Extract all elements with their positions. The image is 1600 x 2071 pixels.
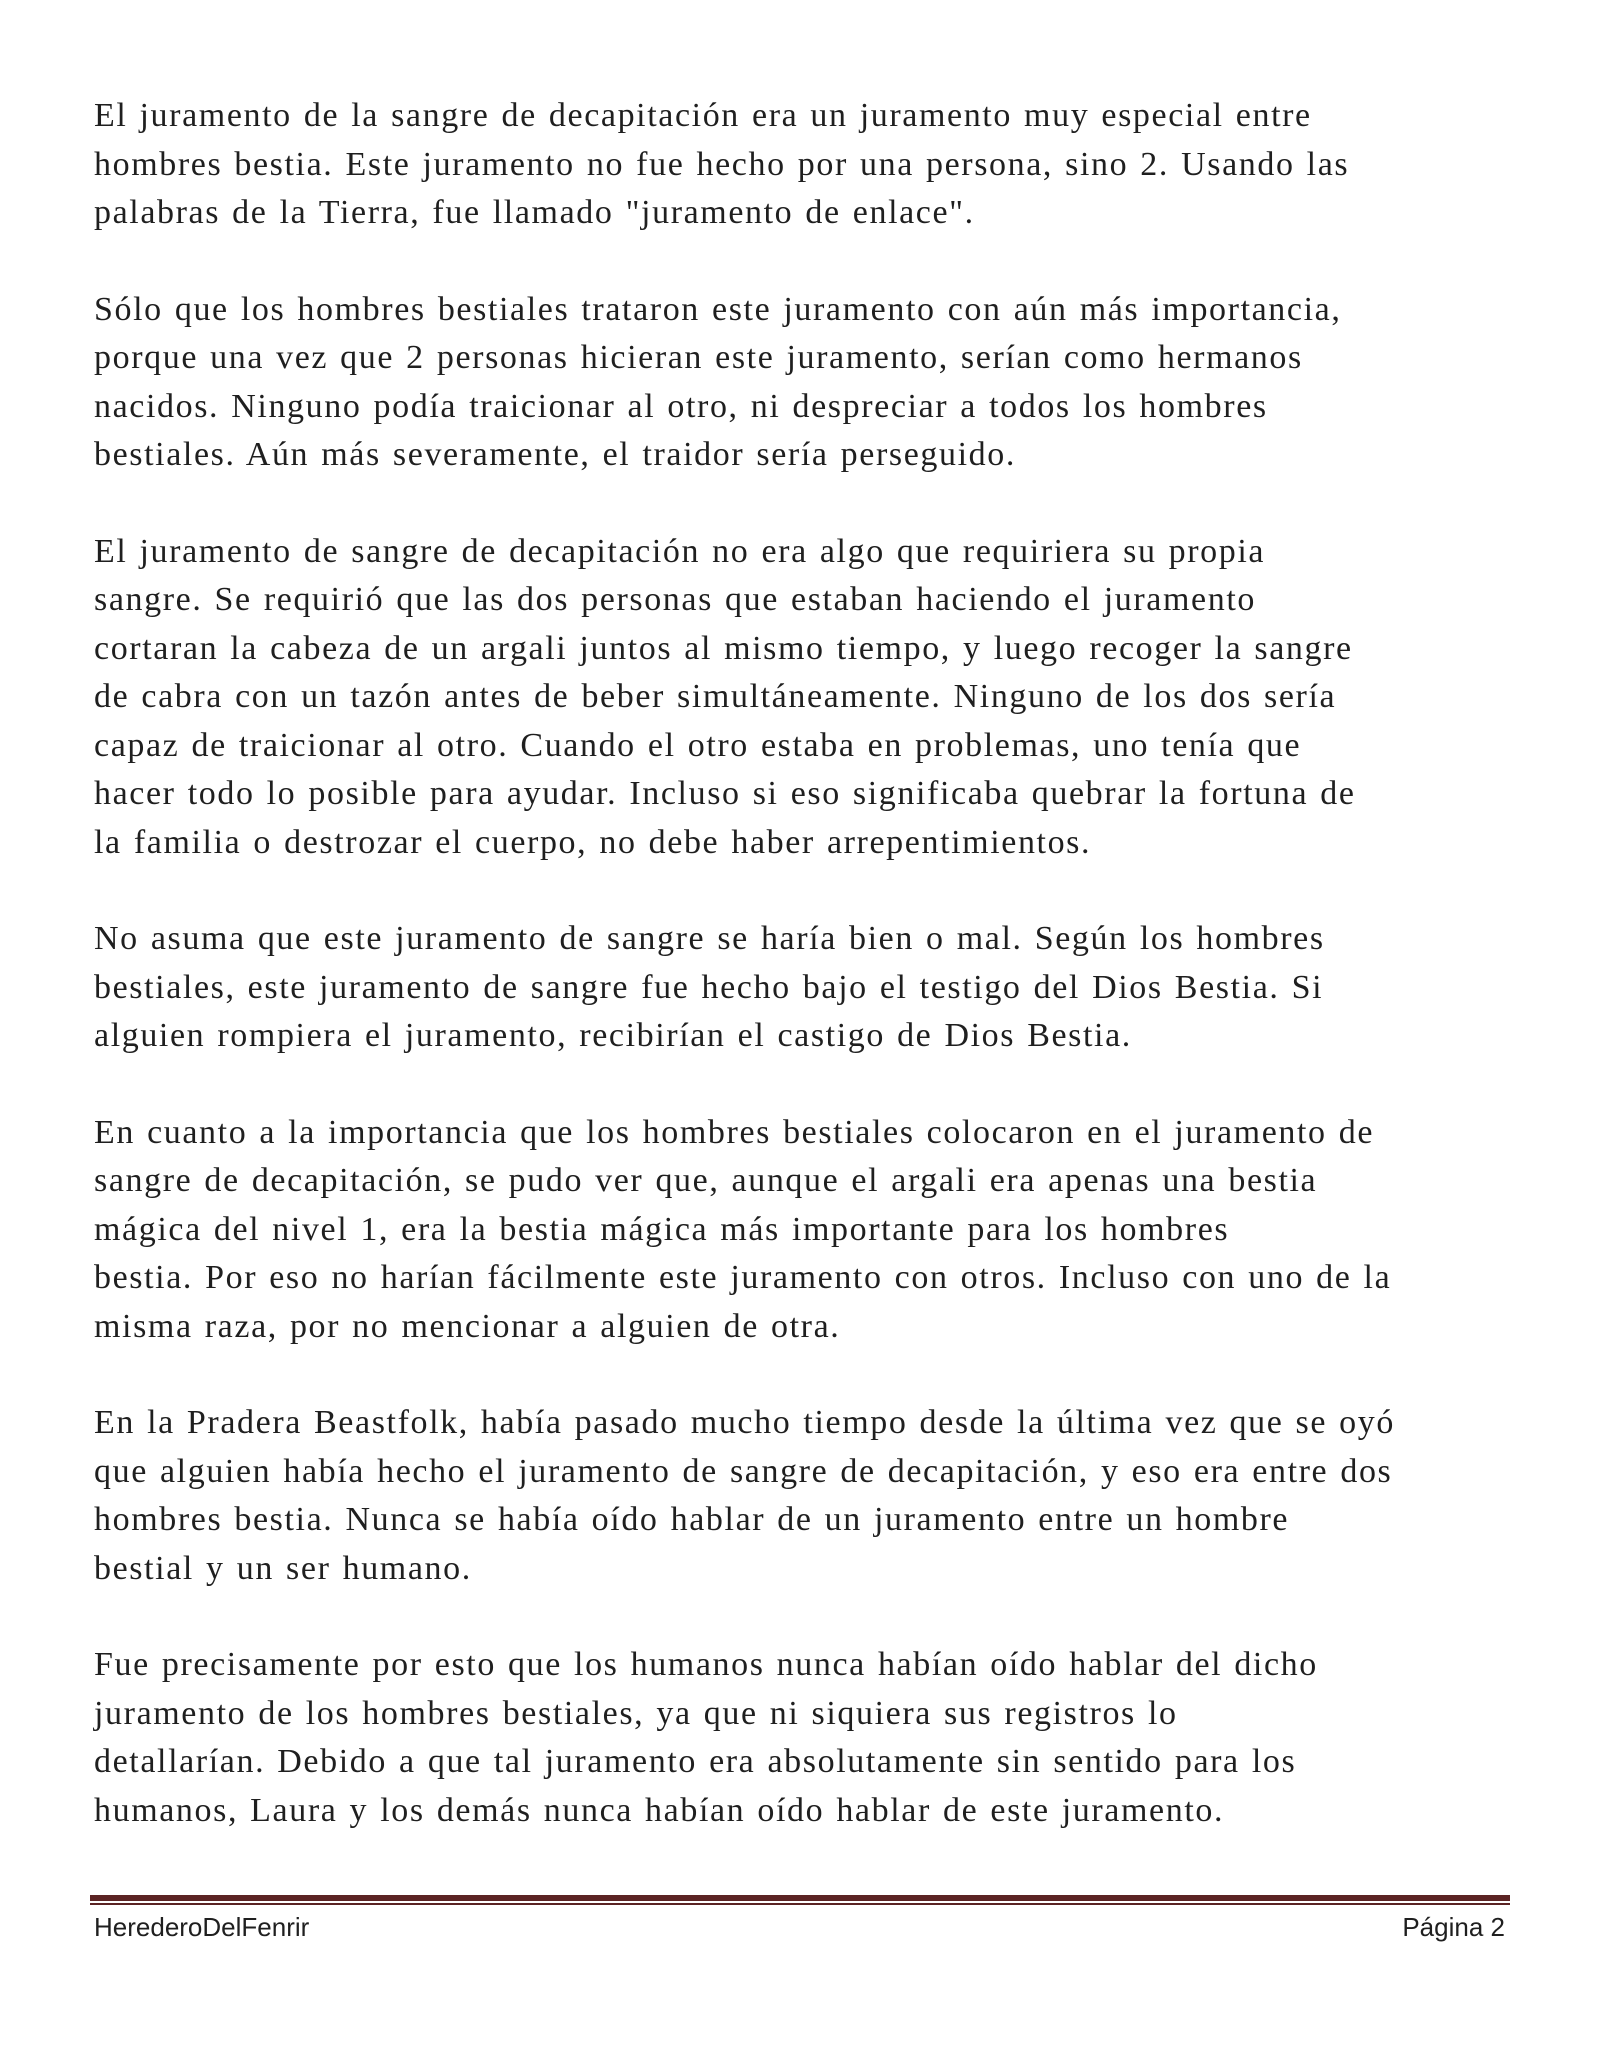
text-line: detallarían. Debido a que tal juramento era absolutamente sin sentido para los xyxy=(94,1743,1297,1780)
document-body xyxy=(94,92,1534,1883)
text-line: Fue precisamente por esto que los humanos nunca habían oído hablar del dicho xyxy=(94,1646,1318,1683)
text-line: En la Pradera Beastfolk, había pasado mucho tiempo desde la última vez que se oyó xyxy=(94,1404,1395,1441)
text-line: alguien rompiera el juramento, recibirían el castigo de Dios Bestia. xyxy=(94,1017,1132,1054)
text-line: cortaran la cabeza de un argali juntos al mismo tiempo, y luego recoger la sangre xyxy=(94,629,1353,667)
text-line: juramento de los hombres bestiales, ya que ni siquiera sus registros lo xyxy=(94,1694,1178,1732)
text-line: humanos, Laura y los demás nunca habían oído hablar de este juramento. xyxy=(94,1791,1225,1829)
text-line: nacidos. Ninguno podía traicionar al otro, ni despreciar a todos los hombres xyxy=(94,387,1268,425)
text-line: la familia o destrozar el cuerpo, no debe haber arrepentimientos. xyxy=(94,823,1092,861)
text-line: bestia. Por eso no harían fácilmente este juramento con otros. Incluso con uno de la xyxy=(94,1259,1392,1296)
paragraph-6 xyxy=(94,1399,1534,1593)
text-line: bestiales. Aún más severamente, el traidor sería perseguido. xyxy=(94,436,1016,473)
text-line: bestiales, este juramento de sangre fue hecho bajo el testigo del Dios Bestia. Si xyxy=(94,968,1324,1006)
paragraph-2 xyxy=(94,286,1534,480)
paragraph-7 xyxy=(94,1641,1534,1835)
footer-divider xyxy=(90,1895,1510,1905)
text-line: No asuma que este juramento de sangre se haría bien o mal. Según los hombres xyxy=(94,920,1325,957)
footer-divider-thick xyxy=(90,1895,1510,1901)
text-line: bestial y un ser humano. xyxy=(94,1549,472,1587)
text-line: mágica del nivel 1, era la bestia mágica más importante para los hombres xyxy=(94,1210,1230,1248)
text-line: misma raza, por no mencionar a alguien de otra. xyxy=(94,1307,841,1345)
text-line: Sólo que los hombres bestiales trataron este juramento con aún más importancia, xyxy=(94,290,1342,328)
paragraph-3 xyxy=(94,528,1534,868)
footer-author: HerederoDelFenrir xyxy=(94,1912,310,1942)
text-line: El juramento de sangre de decapitación no era algo que requiriera su propia xyxy=(94,532,1266,570)
text-line: sangre. Se requirió que las dos personas que estaban haciendo el juramento xyxy=(94,581,1256,618)
text-line: de cabra con un tazón antes de beber simultáneamente. Ninguno de los dos sería xyxy=(94,678,1337,715)
text-line: hombres bestia. Este juramento no fue hecho por una persona, sino 2. Usando las xyxy=(94,145,1350,183)
text-line: capaz de traicionar al otro. Cuando el otro estaba en problemas, uno tenía que xyxy=(94,726,1302,764)
text-line: En cuanto a la importancia que los hombres bestiales colocaron en el juramento de xyxy=(94,1113,1375,1151)
page-number: Página 2 xyxy=(1402,1912,1505,1942)
paragraph-4 xyxy=(94,915,1534,1061)
text-line: que alguien había hecho el juramento de sangre de decapitación, y eso era entre dos xyxy=(94,1452,1393,1490)
text-line: El juramento de la sangre de decapitación era un juramento muy especial entre xyxy=(94,97,1312,134)
paragraph-5 xyxy=(94,1109,1534,1352)
text-line: hacer todo lo posible para ayudar. Incluso si eso significaba quebrar la fortuna de xyxy=(94,775,1356,812)
text-line: porque una vez que 2 personas hicieran este juramento, serían como hermanos xyxy=(94,339,1303,376)
paragraph-1 xyxy=(94,92,1534,238)
text-line: hombres bestia. Nunca se había oído hablar de un juramento entre un hombre xyxy=(94,1501,1290,1538)
text-line: sangre de decapitación, se pudo ver que, aunque el argali era apenas una bestia xyxy=(94,1162,1318,1199)
text-line: palabras de la Tierra, fue llamado "juramento de enlace". xyxy=(94,194,975,231)
footer-divider-thin xyxy=(90,1903,1510,1905)
